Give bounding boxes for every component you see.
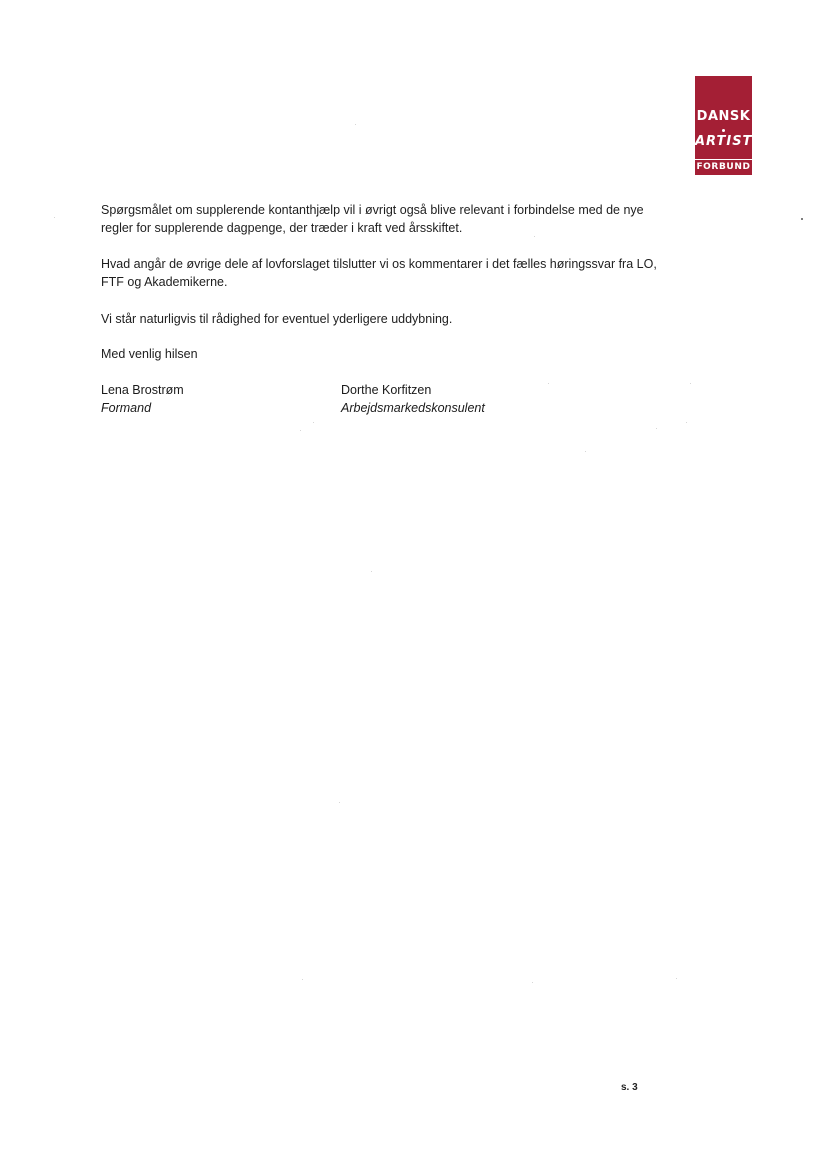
logo-line-3: FORBUND [695, 159, 752, 175]
scan-speck [300, 430, 301, 431]
scan-speck [339, 802, 340, 803]
closing-greeting: Med venlig hilsen [101, 347, 198, 361]
scan-speck [355, 124, 356, 125]
scan-speck [656, 428, 657, 429]
dansk-artist-forbund-logo [695, 76, 752, 175]
scan-speck [690, 383, 691, 384]
page-number: s. 3 [621, 1082, 638, 1093]
scan-speck [801, 218, 803, 220]
scan-speck [371, 571, 372, 572]
body-paragraph-1: Spørgsmålet om supplerende kontanthjælp vil i øvrigt også blive relevant i forbindelse med de nye regler for supplerende dagpenge, der træder i kraft ved årsskiftet. [101, 203, 644, 235]
signatory-title: Arbejdsmarkedskonsulent [341, 401, 485, 415]
body-paragraph-3: Vi står naturligvis til rådighed for eventuel yderligere uddybning. [101, 312, 453, 326]
scan-speck [302, 979, 303, 980]
scan-speck [585, 451, 586, 452]
scan-speck [532, 982, 533, 983]
signature-block-2 [341, 381, 485, 417]
signature-block-1 [101, 381, 184, 417]
scan-speck [548, 383, 549, 384]
scan-speck [54, 217, 55, 218]
scan-speck [676, 978, 677, 979]
signatory-title: Formand [101, 401, 152, 415]
signatory-name: Dorthe Korfitzen [341, 383, 432, 397]
scan-speck [313, 422, 314, 423]
logo-line-2: ARTIST [695, 134, 753, 149]
logo-line-1: DANSK [696, 109, 751, 124]
body-paragraph-2: Hvad angår de øvrige dele af lovforslaget tilslutter vi os kommentarer i det fælles høringssvar fra LO, FTF og Akademikerne. [101, 257, 657, 289]
scan-speck [534, 236, 535, 237]
scan-speck [686, 422, 687, 423]
logo-dot [722, 129, 725, 132]
signatory-name: Lena Brostrøm [101, 383, 184, 397]
